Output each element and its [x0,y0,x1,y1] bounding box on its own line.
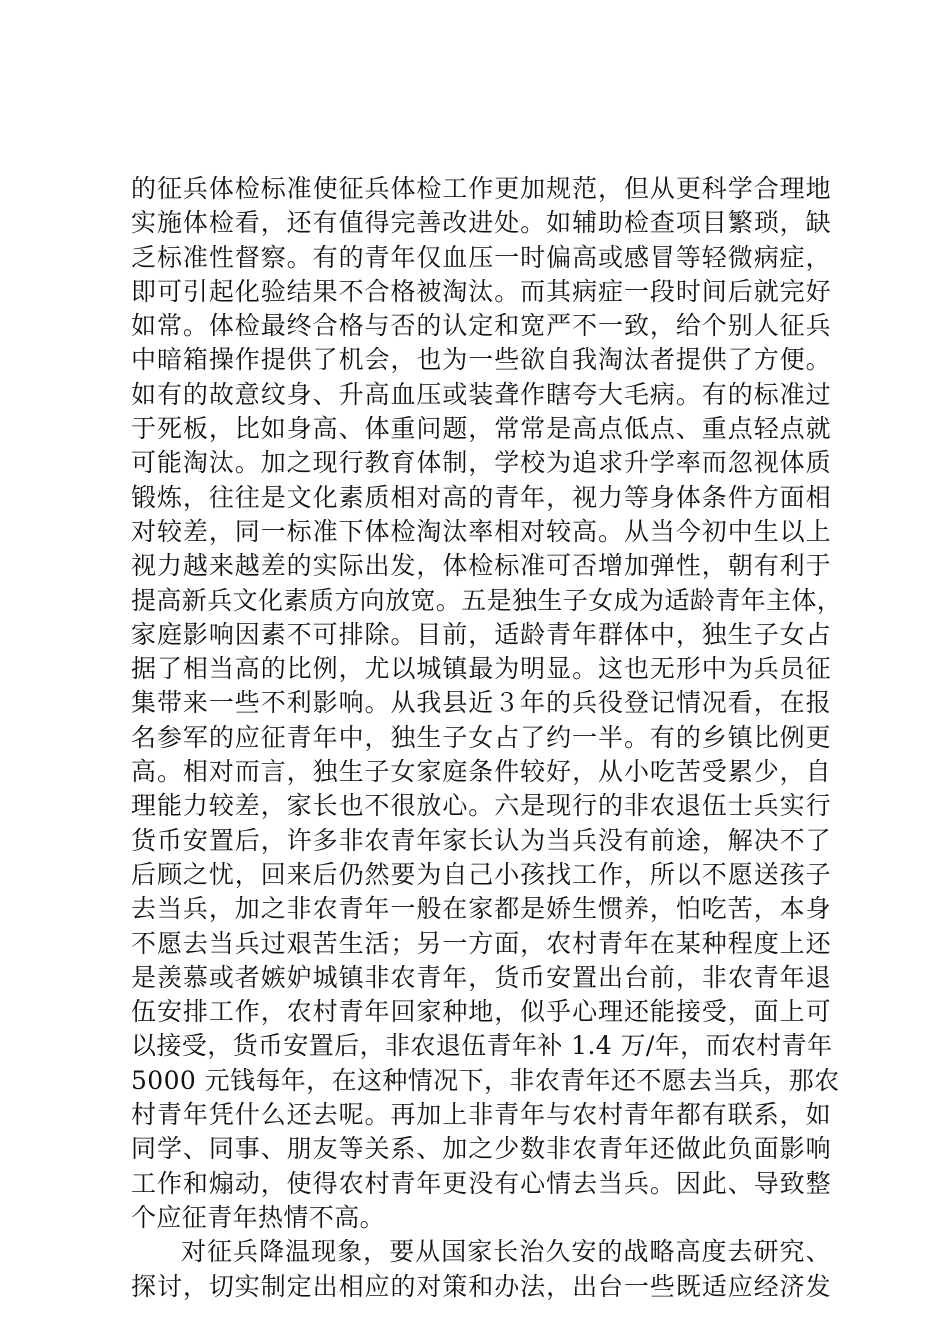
text-line: 视力越来越差的实际出发，体检标准可否增加弹性，朝有利于 [131,551,831,581]
text-line: 村青年凭什么还去呢。再加上非青年与农村青年都有联系，如 [131,1100,831,1130]
text-line: 理能力较差，家长也不很放心。六是现行的非农退伍士兵实行 [131,791,831,821]
text-line: 同学、同事、朋友等关系、加之少数非农青年还做此负面影响 [131,1134,831,1164]
text-line: 是羡慕或者嫉妒城镇非农青年，货币安置出台前，非农青年退 [131,962,831,992]
text-line: 去当兵，加之非农青年一般在家都是娇生惯养，怕吃苦，本身 [131,894,831,924]
text-line: 伍安排工作，农村青年回家种地，似乎心理还能接受，面上可 [131,997,831,1027]
body-text [131,172,843,1304]
text-line: 中暗箱操作提供了机会，也为一些欲自我淘汰者提供了方便。 [131,345,831,375]
text-line: 工作和煽动，使得农村青年更没有心情去当兵。因此、导致整 [131,1168,831,1198]
text-line: 探讨，切实制定出相应的对策和办法，出台一些既适应经济发 [131,1271,831,1301]
text-line: 如有的故意纹身、升高血压或装聋作瞎夸大毛病。有的标准过 [131,379,831,409]
text-line: 据了相当高的比例，尤以城镇最为明显。这也无形中为兵员征 [131,654,831,684]
text-line: 锻炼，往往是文化素质相对高的青年，视力等身体条件方面相 [131,482,831,512]
text-line: 高。相对而言，独生子女家庭条件较好，从小吃苦受累少，自 [131,757,831,787]
text-line: 不愿去当兵过艰苦生活；另一方面，农村青年在某种程度上还 [131,928,831,958]
text-line: 乏标准性督察。有的青年仅血压一时偏高或感冒等轻微病症， [131,242,831,272]
text-line: 货币安置后，许多非农青年家长认为当兵没有前途，解决不了 [131,825,831,855]
text-line: 对较差，同一标准下体检淘汰率相对较高。从当今初中生以上 [131,516,831,546]
text-line: 如常。体检最终合格与否的认定和宽严不一致，给个别人征兵 [131,311,831,341]
text-line: 名参军的应征青年中，独生子女占了约一半。有的乡镇比例更 [131,722,831,752]
text-line: 家庭影响因素不可排除。目前，适龄青年群体中，独生子女占 [131,619,831,649]
text-line: 集带来一些不利影响。从我县近３年的兵役登记情况看，在报 [131,688,831,718]
text-line: 的征兵体检标准使征兵体检工作更加规范，但从更科学合理地 [131,174,831,203]
text-line: 提高新兵文化素质方向放宽。五是独生子女成为适龄青年主体， [131,585,843,615]
paragraph-start-line: 对征兵降温现象，要从国家长治久安的战略高度去研究、 [181,1237,831,1267]
text-line: 可能淘汰。加之现行教育体制，学校为追求升学率而忽视体质 [131,448,831,478]
text-line: 实施体检看，还有值得完善改进处。如辅助检查项目繁琐，缺 [131,208,831,238]
text-line: 个应征青年热情不高。 [131,1202,386,1232]
text-line: 5000 元钱每年，在这种情况下，非农青年还不愿去当兵，那农 [131,1065,840,1095]
text-line: 即可引起化验结果不合格被淘汰。而其病症一段时间后就完好 [131,276,831,306]
text-line: 以接受，货币安置后，非农退伍青年补 1.4 万/年，而农村青年 [131,1031,833,1061]
text-line: 于死板，比如身高、体重问题，常常是高点低点、重点轻点就 [131,414,831,444]
text-line: 后顾之忧，回来后仍然要为自己小孩找工作，所以不愿送孩子 [131,859,831,889]
